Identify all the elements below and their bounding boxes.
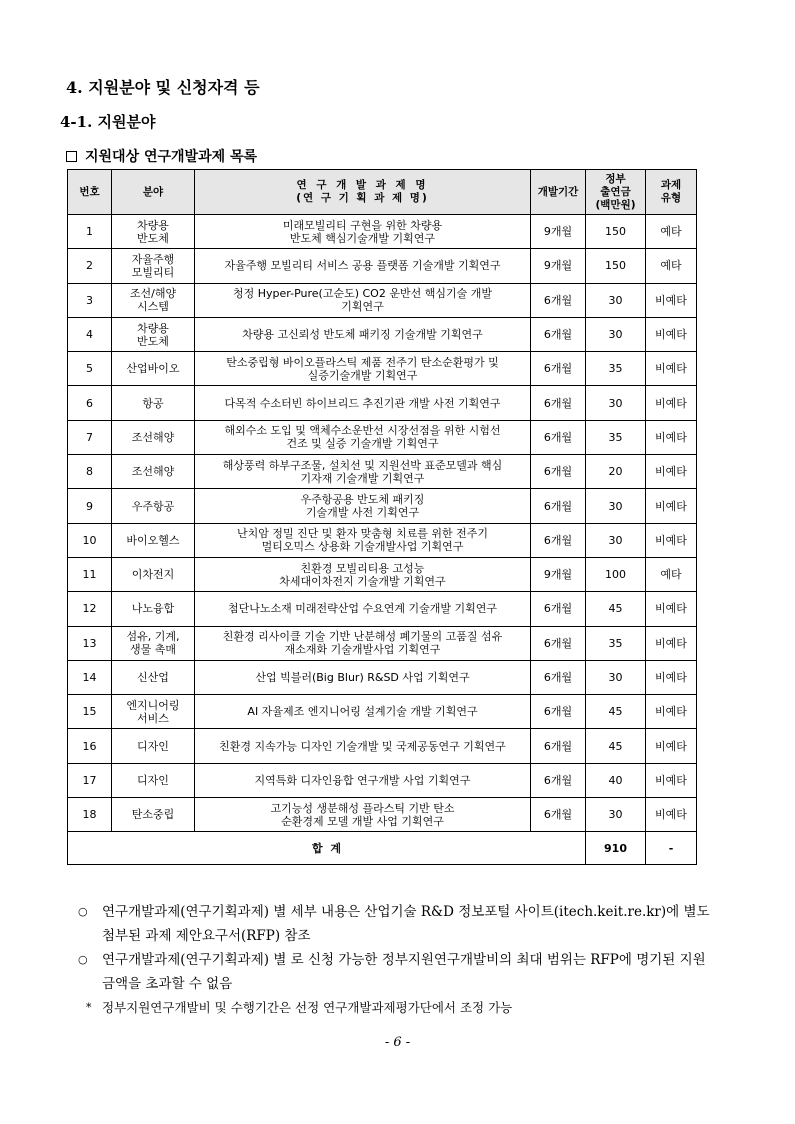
cell-field: 우주항공 xyxy=(112,489,195,523)
cell-gov-fund: 45 xyxy=(586,695,646,729)
cell-title: 친환경 모빌리티용 고성능 차세대이차전지 기술개발 기획연구 xyxy=(195,557,531,591)
cell-type: 비예타 xyxy=(646,729,697,763)
cell-title: 고기능성 생분해성 플라스틱 기반 탄소 순환경제 모델 개발 사업 기획연구 xyxy=(195,798,531,832)
header-title-sub: (연 구 기 획 과 제 명) xyxy=(296,192,429,204)
cell-no: 9 xyxy=(68,489,112,523)
cell-field: 자율주행 모빌리티 xyxy=(112,249,195,283)
cell-gov-fund: 150 xyxy=(586,215,646,249)
cell-field: 신산업 xyxy=(112,660,195,694)
subsection-heading: 4-1. 지원분야 xyxy=(60,113,156,131)
total-row xyxy=(68,832,697,865)
cell-no: 4 xyxy=(68,317,112,351)
cell-no: 11 xyxy=(68,557,112,591)
cell-no: 1 xyxy=(68,215,112,249)
sub-note xyxy=(86,996,718,1020)
cell-title: 친환경 지속가능 디자인 기술개발 및 국제공동연구 기획연구 xyxy=(195,729,531,763)
cell-gov-fund: 150 xyxy=(586,249,646,283)
note-item xyxy=(78,900,718,948)
cell-gov-fund: 35 xyxy=(586,420,646,454)
cell-field: 디자인 xyxy=(112,763,195,797)
cell-type: 비예타 xyxy=(646,283,697,317)
cell-gov-fund: 30 xyxy=(586,283,646,317)
cell-period: 6개월 xyxy=(531,352,586,386)
cell-period: 6개월 xyxy=(531,798,586,832)
cell-no: 16 xyxy=(68,729,112,763)
table-header-row xyxy=(68,170,697,215)
table-row xyxy=(68,763,697,797)
sub-note-marker: * xyxy=(86,1001,92,1014)
table-row xyxy=(68,626,697,660)
cell-field: 차량용 반도체 xyxy=(112,317,195,351)
cell-title: 해외수소 도입 및 액체수소운반선 시장선점을 위한 시험선 건조 및 실증 기술개발 기획연구 xyxy=(195,420,531,454)
cell-period: 6개월 xyxy=(531,626,586,660)
cell-gov-fund: 30 xyxy=(586,798,646,832)
table-row xyxy=(68,523,697,557)
table-row xyxy=(68,489,697,523)
cell-type: 비예타 xyxy=(646,317,697,351)
cell-period: 6개월 xyxy=(531,592,586,626)
cell-period: 6개월 xyxy=(531,660,586,694)
cell-gov-fund: 20 xyxy=(586,455,646,489)
page-number: - 6 - xyxy=(384,1035,411,1050)
cell-type: 비예타 xyxy=(646,592,697,626)
table-row xyxy=(68,352,697,386)
header-gov-fund: 정부 출연금 (백만원) xyxy=(586,170,646,215)
note-marker: ○ xyxy=(78,905,88,918)
cell-gov-fund: 30 xyxy=(586,523,646,557)
cell-no: 15 xyxy=(68,695,112,729)
project-table xyxy=(67,169,697,865)
header-title-main: 연 구 개 발 과 제 명 xyxy=(296,179,429,191)
cell-no: 7 xyxy=(68,420,112,454)
cell-field: 항공 xyxy=(112,386,195,420)
cell-title: 다목적 수소터빈 하이브리드 추진기관 개발 사전 기획연구 xyxy=(195,386,531,420)
cell-no: 10 xyxy=(68,523,112,557)
cell-type: 비예타 xyxy=(646,626,697,660)
cell-gov-fund: 35 xyxy=(586,626,646,660)
cell-period: 6개월 xyxy=(531,283,586,317)
total-type: - xyxy=(646,832,697,865)
note-item xyxy=(78,948,718,996)
table-row xyxy=(68,455,697,489)
cell-type: 예타 xyxy=(646,249,697,283)
cell-title: AI 자율제조 엔지니어링 설계기술 개발 기획연구 xyxy=(195,695,531,729)
cell-gov-fund: 30 xyxy=(586,660,646,694)
cell-period: 6개월 xyxy=(531,763,586,797)
table-row xyxy=(68,249,697,283)
table-row xyxy=(68,695,697,729)
table-row xyxy=(68,215,697,249)
cell-no: 13 xyxy=(68,626,112,660)
cell-field: 탄소중립 xyxy=(112,798,195,832)
note-text: 연구개발과제(연구기획과제) 별 로 신청 가능한 정부지원연구개발비의 최대 범위는 RFP에 명기된 지원 금액을 초과할 수 없음 xyxy=(102,952,706,992)
cell-title: 청정 Hyper-Pure(고순도) CO2 운반선 핵심기술 개발 기획연구 xyxy=(195,283,531,317)
cell-no: 3 xyxy=(68,283,112,317)
table-caption-text: 지원대상 연구개발과제 목록 xyxy=(85,149,258,165)
cell-type: 비예타 xyxy=(646,386,697,420)
cell-period: 6개월 xyxy=(531,695,586,729)
square-bullet-icon xyxy=(66,151,77,162)
cell-type: 예타 xyxy=(646,215,697,249)
header-title xyxy=(195,170,531,215)
table-body xyxy=(68,215,697,865)
cell-title: 해상풍력 하부구조물, 설치선 및 지원선박 표준모델과 핵심 기자재 기술개발 기획연구 xyxy=(195,455,531,489)
total-gov-fund: 910 xyxy=(586,832,646,865)
cell-field: 조선해양 xyxy=(112,455,195,489)
cell-type: 비예타 xyxy=(646,660,697,694)
cell-period: 6개월 xyxy=(531,523,586,557)
cell-period: 9개월 xyxy=(531,557,586,591)
cell-type: 비예타 xyxy=(646,352,697,386)
cell-field: 나노융합 xyxy=(112,592,195,626)
cell-period: 6개월 xyxy=(531,386,586,420)
cell-title: 난치암 정밀 진단 및 환자 맞춤형 치료를 위한 전주기 멀티오믹스 상용화 기술개발사업 기획연구 xyxy=(195,523,531,557)
cell-field: 조선해양 xyxy=(112,420,195,454)
cell-no: 12 xyxy=(68,592,112,626)
cell-title: 탄소중립형 바이오플라스틱 제품 전주기 탄소순환평가 및 실증기술개발 기획연구 xyxy=(195,352,531,386)
cell-gov-fund: 30 xyxy=(586,489,646,523)
table-row xyxy=(68,386,697,420)
cell-period: 6개월 xyxy=(531,420,586,454)
header-no: 번호 xyxy=(68,170,112,215)
cell-title: 우주항공용 반도체 패키징 기술개발 사전 기획연구 xyxy=(195,489,531,523)
cell-no: 6 xyxy=(68,386,112,420)
cell-gov-fund: 45 xyxy=(586,729,646,763)
cell-field: 디자인 xyxy=(112,729,195,763)
section-heading: 4. 지원분야 및 신청자격 등 xyxy=(66,78,260,97)
cell-period: 6개월 xyxy=(531,729,586,763)
cell-gov-fund: 30 xyxy=(586,386,646,420)
cell-type: 비예타 xyxy=(646,695,697,729)
cell-type: 예타 xyxy=(646,557,697,591)
cell-field: 산업바이오 xyxy=(112,352,195,386)
cell-field: 이차전지 xyxy=(112,557,195,591)
cell-title: 미래모빌리티 구현을 위한 차량용 반도체 핵심기술개발 기획연구 xyxy=(195,215,531,249)
cell-period: 6개월 xyxy=(531,455,586,489)
cell-period: 9개월 xyxy=(531,215,586,249)
cell-type: 비예타 xyxy=(646,763,697,797)
cell-title: 자율주행 모빌리티 서비스 공용 플랫폼 기술개발 기획연구 xyxy=(195,249,531,283)
cell-type: 비예타 xyxy=(646,455,697,489)
table-row xyxy=(68,420,697,454)
header-period: 개발기간 xyxy=(531,170,586,215)
cell-title: 친환경 리사이클 기술 기반 난분해성 폐기물의 고품질 섬유 재소재화 기술개발사업 기획연구 xyxy=(195,626,531,660)
cell-no: 5 xyxy=(68,352,112,386)
cell-field: 섬유, 기계, 생물 촉매 xyxy=(112,626,195,660)
cell-title: 지역특화 디자인융합 연구개발 사업 기획연구 xyxy=(195,763,531,797)
cell-title: 첨단나노소재 미래전략산업 수요연계 기술개발 기획연구 xyxy=(195,592,531,626)
header-field: 분야 xyxy=(112,170,195,215)
cell-no: 14 xyxy=(68,660,112,694)
note-text: 연구개발과제(연구기획과제) 별 세부 내용은 산업기술 R&D 정보포털 사이트(itech.keit.re.kr)에 별도 첨부된 과제 제안요구서(RFP) 참조 xyxy=(102,904,710,944)
table-row xyxy=(68,557,697,591)
cell-period: 6개월 xyxy=(531,489,586,523)
table-caption xyxy=(66,146,257,166)
sub-note-text: 정부지원연구개발비 및 수행기간은 선정 연구개발과제평가단에서 조정 가능 xyxy=(102,1000,513,1015)
cell-gov-fund: 45 xyxy=(586,592,646,626)
cell-field: 차량용 반도체 xyxy=(112,215,195,249)
header-type: 과제 유형 xyxy=(646,170,697,215)
table-row xyxy=(68,660,697,694)
cell-type: 비예타 xyxy=(646,420,697,454)
cell-type: 비예타 xyxy=(646,523,697,557)
cell-field: 바이오헬스 xyxy=(112,523,195,557)
cell-type: 비예타 xyxy=(646,798,697,832)
cell-no: 8 xyxy=(68,455,112,489)
table-row xyxy=(68,317,697,351)
cell-period: 6개월 xyxy=(531,317,586,351)
table-row xyxy=(68,729,697,763)
cell-gov-fund: 40 xyxy=(586,763,646,797)
cell-no: 17 xyxy=(68,763,112,797)
note-marker: ○ xyxy=(78,953,88,966)
table-row xyxy=(68,283,697,317)
cell-no: 18 xyxy=(68,798,112,832)
cell-field: 엔지니어링 서비스 xyxy=(112,695,195,729)
cell-gov-fund: 35 xyxy=(586,352,646,386)
cell-field: 조선/해양 시스템 xyxy=(112,283,195,317)
cell-title: 차량용 고신뢰성 반도체 패키징 기술개발 기획연구 xyxy=(195,317,531,351)
cell-type: 비예타 xyxy=(646,489,697,523)
total-label: 합 계 xyxy=(68,832,586,865)
cell-no: 2 xyxy=(68,249,112,283)
cell-gov-fund: 100 xyxy=(586,557,646,591)
notes xyxy=(78,900,718,1020)
cell-title: 산업 빅블러(Big Blur) R&SD 사업 기획연구 xyxy=(195,660,531,694)
table-row xyxy=(68,798,697,832)
table-row xyxy=(68,592,697,626)
cell-period: 9개월 xyxy=(531,249,586,283)
cell-gov-fund: 30 xyxy=(586,317,646,351)
